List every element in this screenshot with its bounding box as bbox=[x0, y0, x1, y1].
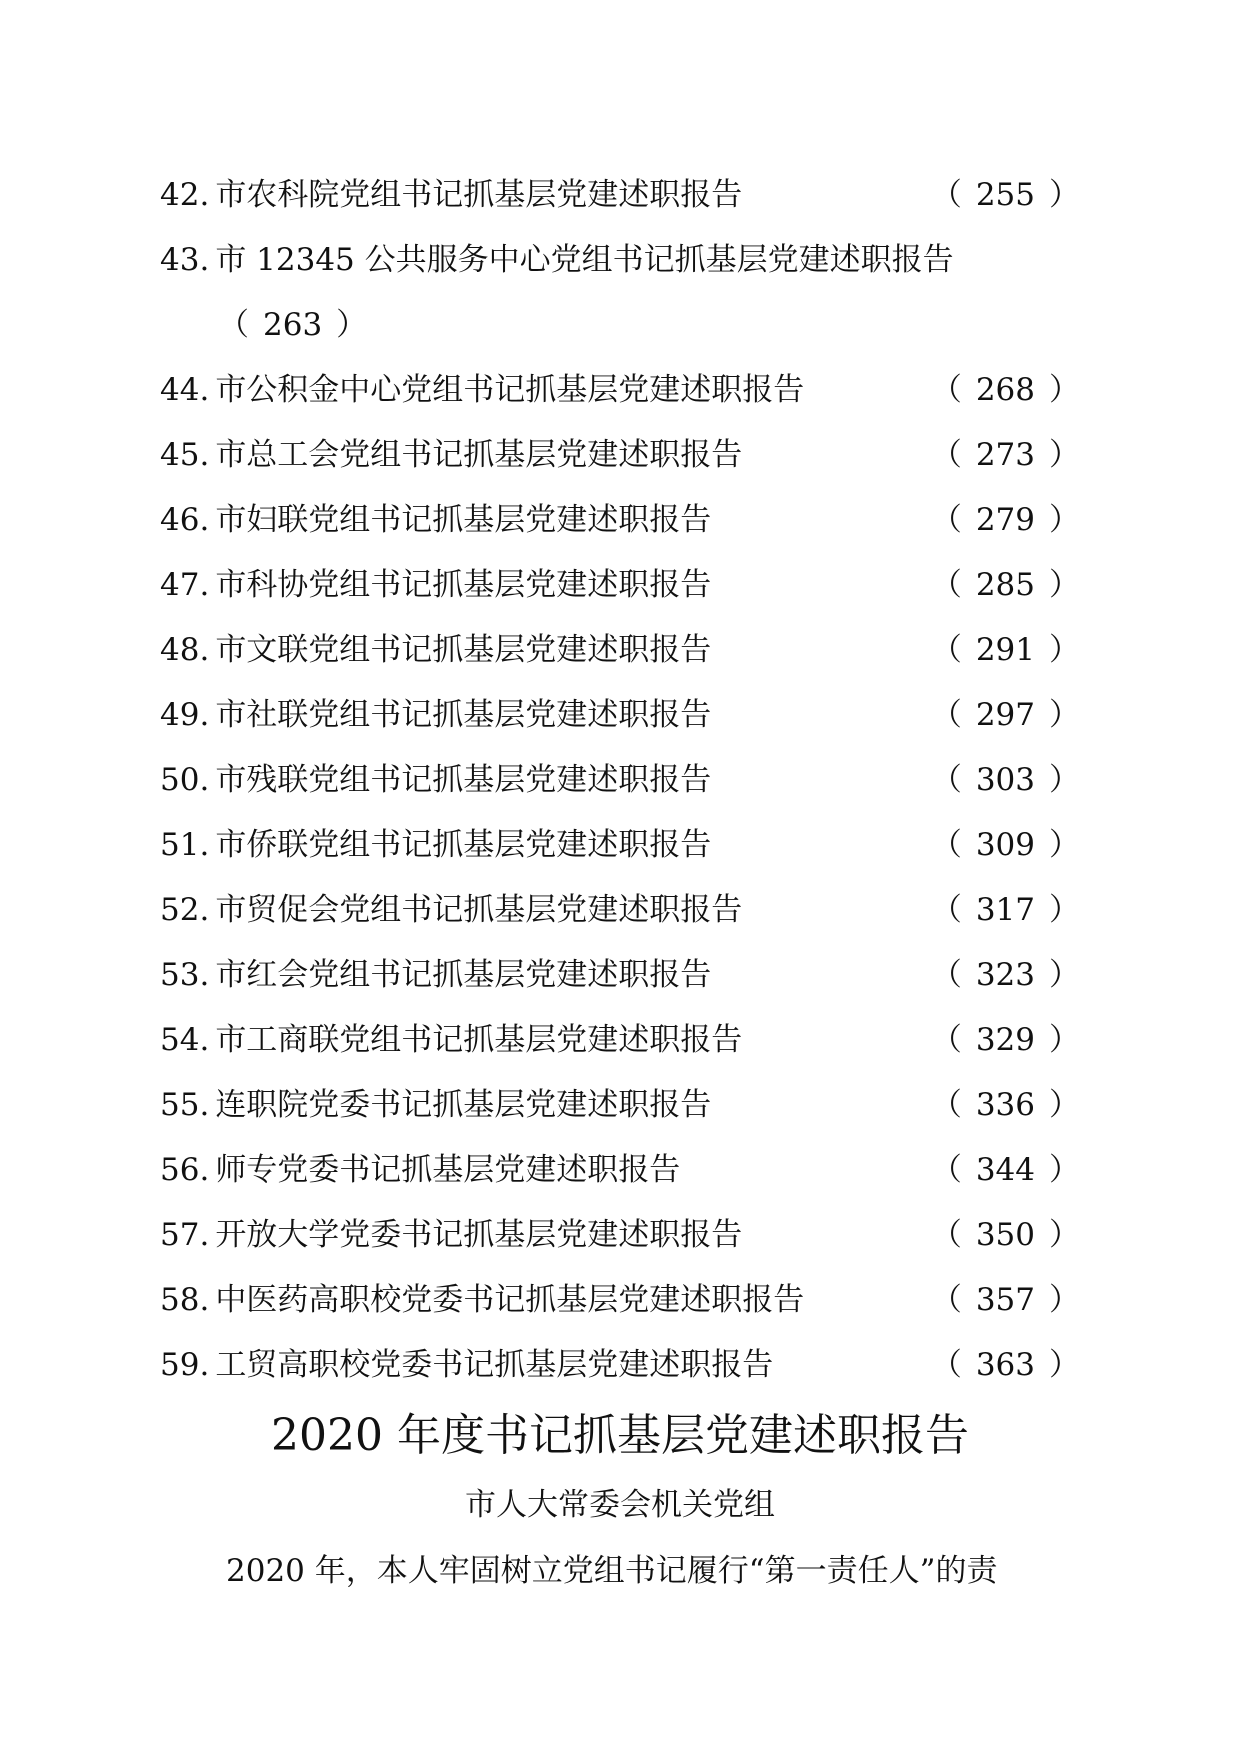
toc-entry[interactable] bbox=[160, 755, 1080, 805]
toc-entry-page: （ 263 ） bbox=[218, 307, 368, 343]
toc-entry-title: 工贸高职校党委书记抓基层党建述职报告 bbox=[215, 1347, 774, 1383]
toc-entry-number: 51. bbox=[160, 827, 210, 863]
toc-entry[interactable] bbox=[160, 820, 1080, 870]
toc-entry-page: （ 297 ） bbox=[930, 697, 1080, 733]
toc-entry-page: （ 357 ） bbox=[930, 1282, 1080, 1318]
toc-entry[interactable] bbox=[160, 430, 1080, 480]
toc-entry[interactable] bbox=[160, 625, 1080, 675]
toc-entry-number: 48. bbox=[160, 632, 210, 668]
toc-entry-title: 市文联党组书记抓基层党建述职报告 bbox=[215, 632, 712, 668]
toc-entry-title: 市社联党组书记抓基层党建述职报告 bbox=[215, 697, 712, 733]
toc-entry[interactable] bbox=[160, 690, 1080, 740]
toc-entry-number: 43. bbox=[160, 242, 210, 278]
toc-entry-number: 44. bbox=[160, 372, 210, 408]
toc-entry-page: （ 255 ） bbox=[930, 177, 1080, 213]
report-author: 市人大常委会机关党组 bbox=[465, 1487, 775, 1523]
toc-entry-title: 中医药高职校党委书记抓基层党建述职报告 bbox=[215, 1282, 805, 1318]
toc-entry-number: 47. bbox=[160, 567, 210, 603]
toc-entry-title: 市侨联党组书记抓基层党建述职报告 bbox=[215, 827, 712, 863]
toc-entry-title: 市农科院党组书记抓基层党建述职报告 bbox=[215, 177, 743, 213]
toc-entry-number: 49. bbox=[160, 697, 210, 733]
toc-entry-page: （ 285 ） bbox=[930, 567, 1080, 603]
toc-entry-title: 市红会党组书记抓基层党建述职报告 bbox=[215, 957, 712, 993]
toc-entry-title: 开放大学党委书记抓基层党建述职报告 bbox=[215, 1217, 743, 1253]
toc-entry-page: （ 273 ） bbox=[930, 437, 1080, 473]
toc-entry-page: （ 323 ） bbox=[930, 957, 1080, 993]
toc-entry-number: 54. bbox=[160, 1022, 210, 1058]
toc-entry-title: 市贸促会党组书记抓基层党建述职报告 bbox=[215, 892, 743, 928]
toc-entry[interactable] bbox=[160, 1080, 1080, 1130]
toc-entry-number: 53. bbox=[160, 957, 210, 993]
report-heading: 2020 年度书记抓基层党建述职报告 bbox=[271, 1410, 969, 1461]
toc-entry-title: 市 12345 公共服务中心党组书记抓基层党建述职报告 bbox=[215, 242, 954, 278]
toc-entry[interactable] bbox=[160, 950, 1080, 1000]
toc-entry-number: 59. bbox=[160, 1347, 210, 1383]
toc-entry-number: 50. bbox=[160, 762, 210, 798]
toc-entry-continuation[interactable] bbox=[160, 300, 1080, 350]
toc-entry-title: 连职院党委书记抓基层党建述职报告 bbox=[215, 1087, 712, 1123]
toc-entry-title: 师专党委书记抓基层党建述职报告 bbox=[215, 1152, 681, 1188]
toc-entry-title: 市妇联党组书记抓基层党建述职报告 bbox=[215, 502, 712, 538]
toc-entry-title: 市科协党组书记抓基层党建述职报告 bbox=[215, 567, 712, 603]
toc-entry[interactable] bbox=[160, 235, 1080, 285]
toc-entry-number: 42. bbox=[160, 177, 210, 213]
toc-entry-page: （ 279 ） bbox=[930, 502, 1080, 538]
toc-entry-number: 46. bbox=[160, 502, 210, 538]
toc-entry-page: （ 309 ） bbox=[930, 827, 1080, 863]
toc-entry[interactable] bbox=[160, 1210, 1080, 1260]
toc-entry[interactable] bbox=[160, 170, 1080, 220]
toc-entry-page: （ 344 ） bbox=[930, 1152, 1080, 1188]
toc-entry-number: 52. bbox=[160, 892, 210, 928]
toc-entry[interactable] bbox=[160, 1145, 1080, 1195]
toc-entry-page: （ 336 ） bbox=[930, 1087, 1080, 1123]
toc-entry-title: 市工商联党组书记抓基层党建述职报告 bbox=[215, 1022, 743, 1058]
toc-entry-page: （ 329 ） bbox=[930, 1022, 1080, 1058]
toc-entry-number: 55. bbox=[160, 1087, 210, 1123]
toc-entry-number: 56. bbox=[160, 1152, 210, 1188]
toc-entry-title: 市总工会党组书记抓基层党建述职报告 bbox=[215, 437, 743, 473]
toc-entry-title: 市残联党组书记抓基层党建述职报告 bbox=[215, 762, 712, 798]
toc-entry-page: （ 303 ） bbox=[930, 762, 1080, 798]
toc-entry-title: 市公积金中心党组书记抓基层党建述职报告 bbox=[215, 372, 805, 408]
toc-entry-page: （ 317 ） bbox=[930, 892, 1080, 928]
toc-entry[interactable] bbox=[160, 365, 1080, 415]
toc-entry-number: 57. bbox=[160, 1217, 210, 1253]
toc-entry[interactable] bbox=[160, 1340, 1080, 1390]
toc-entry[interactable] bbox=[160, 1275, 1080, 1325]
toc-entry-page: （ 268 ） bbox=[930, 372, 1080, 408]
toc-entry-page: （ 350 ） bbox=[930, 1217, 1080, 1253]
toc-entry[interactable] bbox=[160, 885, 1080, 935]
toc-entry[interactable] bbox=[160, 1015, 1080, 1065]
toc-entry-page: （ 291 ） bbox=[930, 632, 1080, 668]
toc-entry-page: （ 363 ） bbox=[930, 1347, 1080, 1383]
body-paragraph: 2020 年，本人牢固树立党组书记履行“第一责任人”的责 bbox=[226, 1553, 998, 1589]
toc-entry[interactable] bbox=[160, 495, 1080, 545]
toc-entry-number: 45. bbox=[160, 437, 210, 473]
toc-entry[interactable] bbox=[160, 560, 1080, 610]
toc-entry-number: 58. bbox=[160, 1282, 210, 1318]
